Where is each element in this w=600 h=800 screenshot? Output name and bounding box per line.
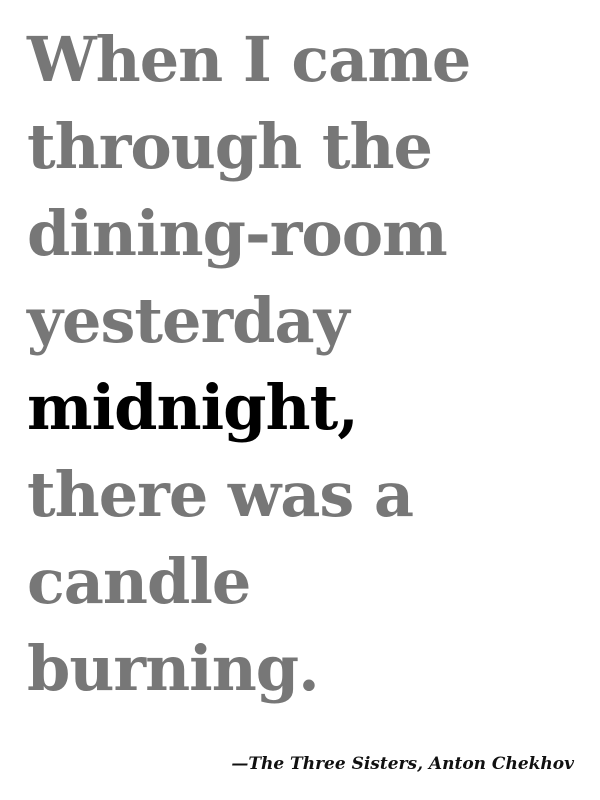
quote-line: through the: [27, 110, 432, 183]
quote-line: there was a: [27, 458, 414, 531]
quote-line: dining-room: [27, 197, 447, 270]
quote-line: yesterday: [27, 284, 349, 357]
quote-line: When I came: [27, 23, 471, 96]
quote-text: [27, 16, 470, 712]
quote-line: burning.: [27, 632, 319, 705]
quote-emphasized-line: midnight,: [27, 371, 358, 444]
quote-line: candle: [27, 545, 251, 618]
quote-attribution: —The Three Sisters, Anton Chekhov: [231, 754, 574, 774]
